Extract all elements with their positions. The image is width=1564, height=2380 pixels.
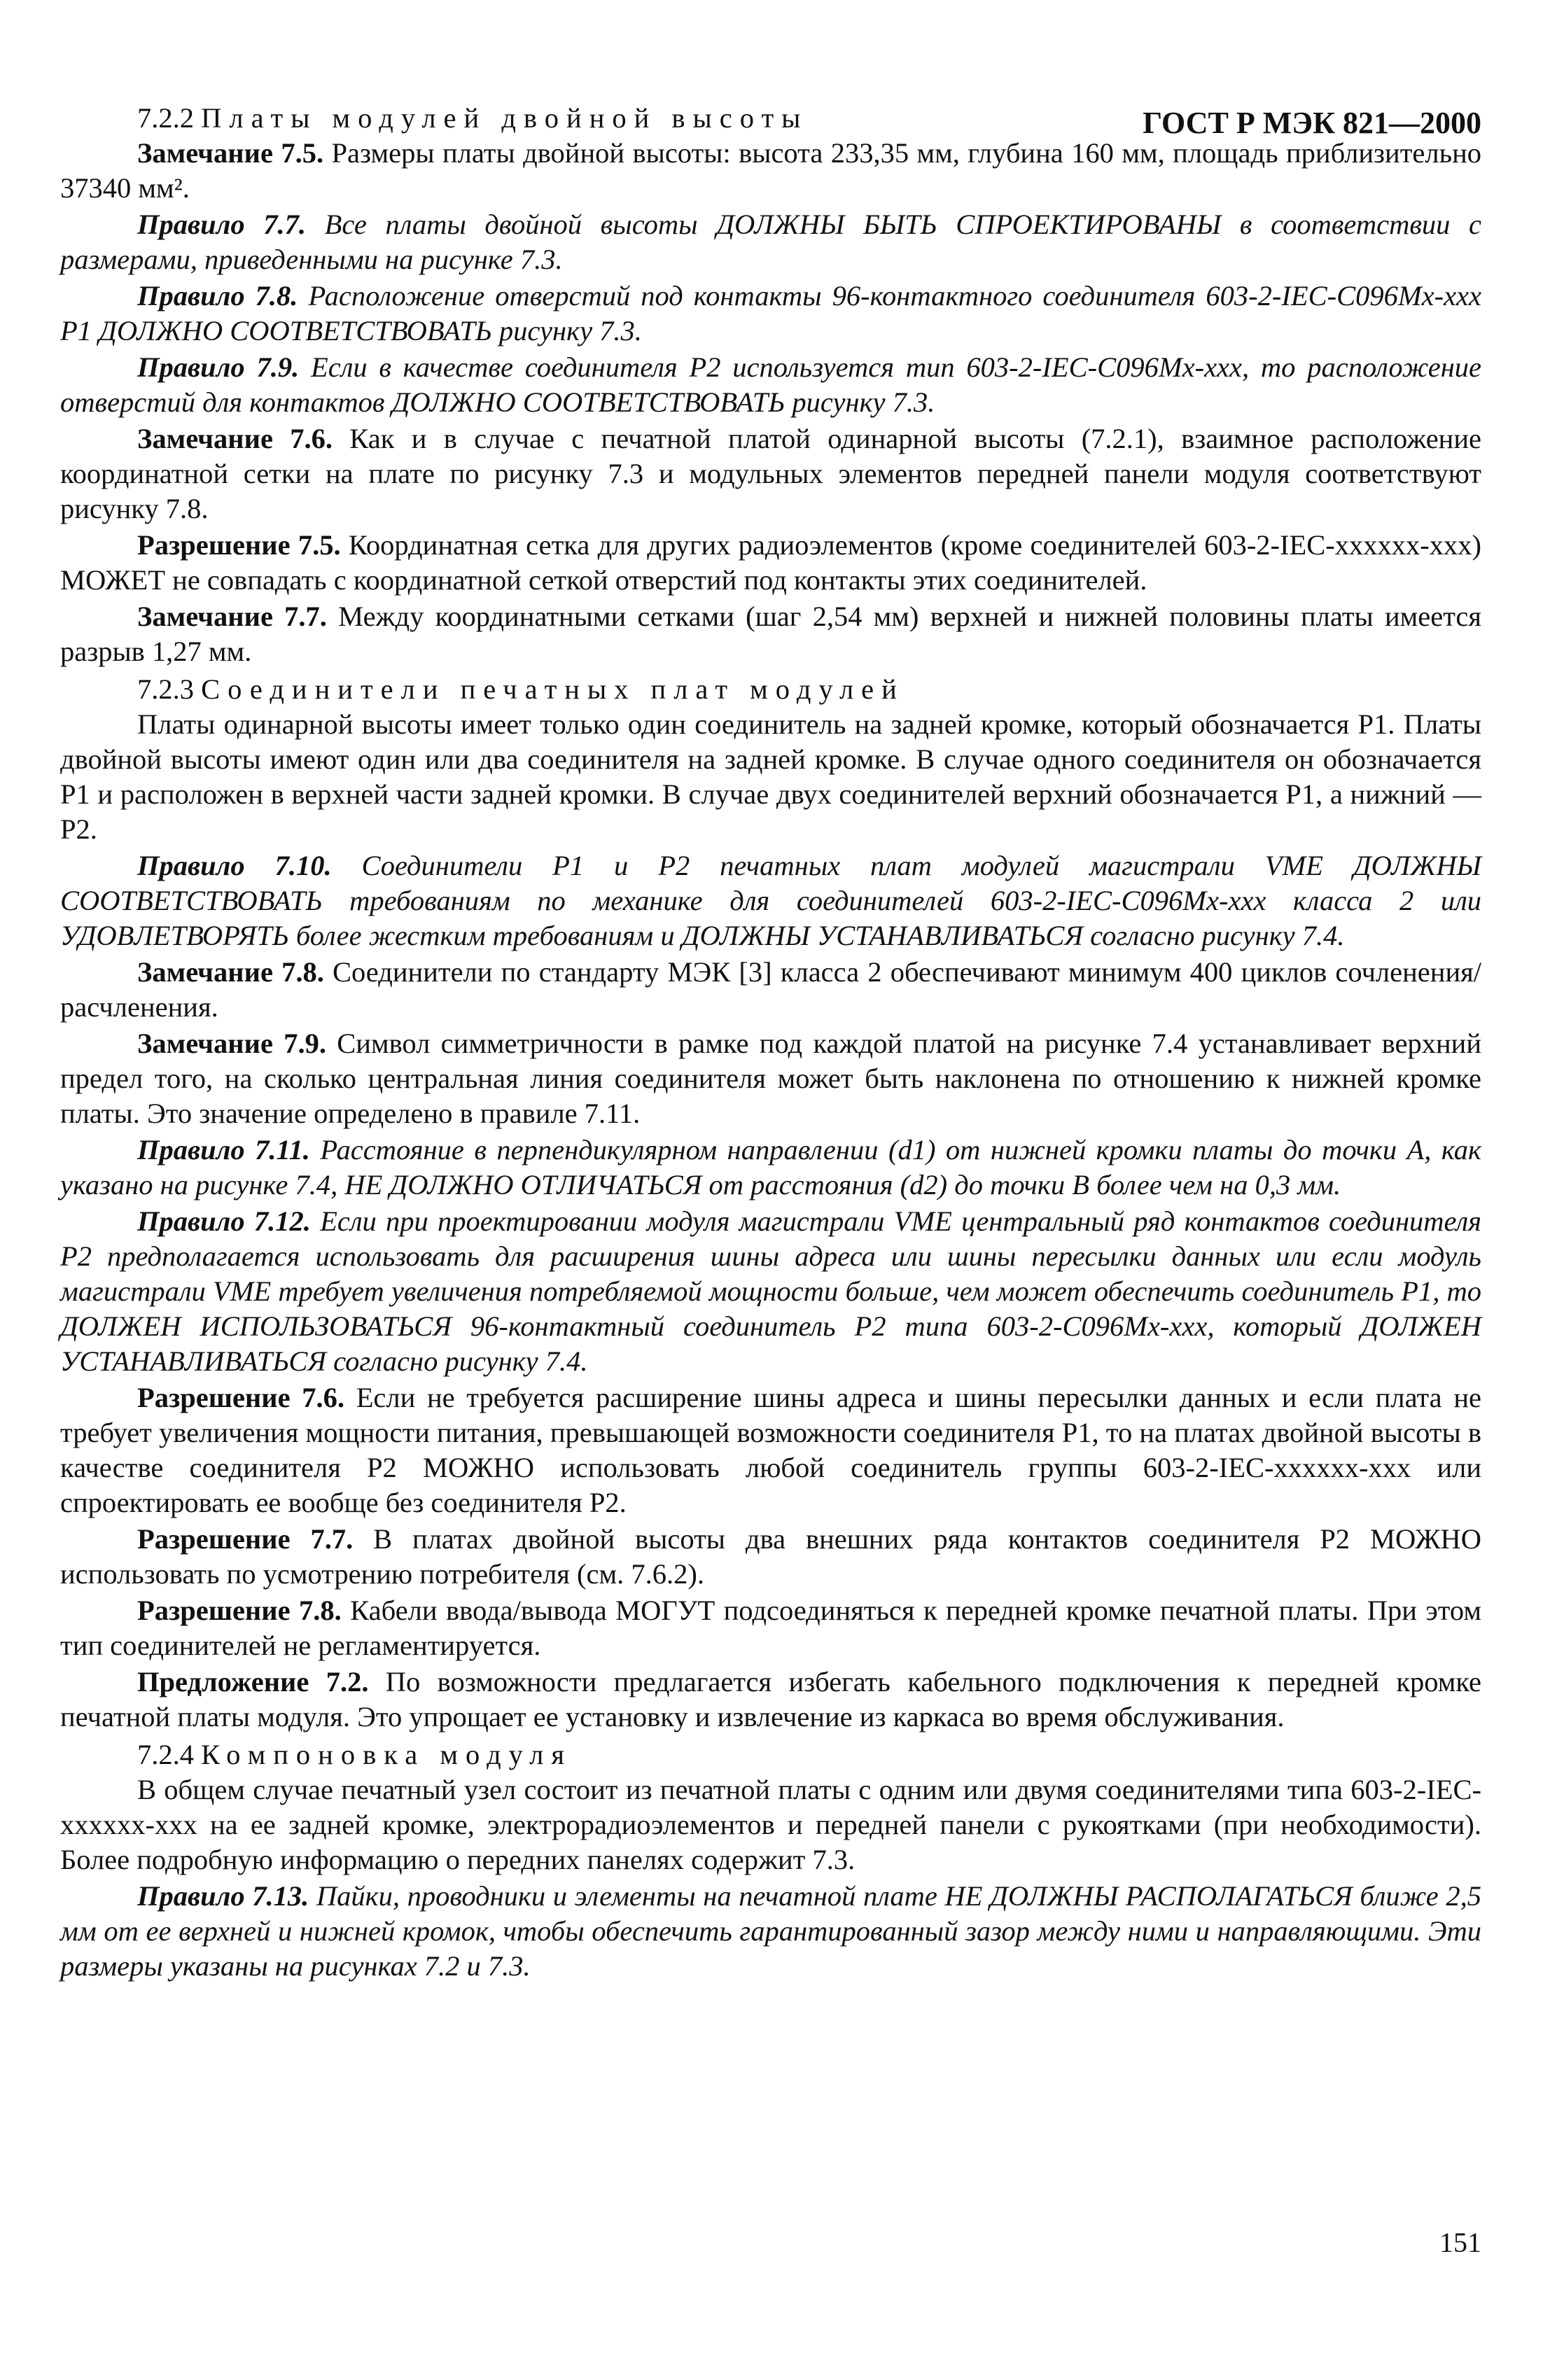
page-number: 151 [1439,2227,1481,2258]
section-heading-7-2-3: 7.2.3 Соединители печатных плат модулей [137,673,905,705]
note-7-6: Замечание 7.6. Как и в случае с печатной платой одинарной высоты (7.2.1), взаимное расположение координатной сетки на плате по рисунку 7.3 и модульных элементов передней панели модуля соответствуют рисунку 7.8. [60,423,1481,524]
note-7-7: Замечание 7.7. Между координатными сетками (шаг 2,54 мм) верхней и нижней половины платы имеется разрыв 1,27 мм. [60,601,1481,667]
rule-7-9: Правило 7.9. Если в качестве соединителя P2 используется тип 603-2-IEC-C096Mx-xxx, то расположение отверстий для контактов ДОЛЖНО СООТВЕТСТВОВАТЬ рисунку 7.3. [60,351,1482,418]
section-heading-7-2-2: 7.2.2 Платы модулей двойной высоты [137,102,809,134]
suggestion-7-2: Предложение 7.2. По возможности предлагается избегать кабельного подключения к передней кромке печатной платы модуля. Это упрощает ее установку и извлечение из каркаса во время обслуживания. [60,1666,1482,1732]
paragraph-connectors: Платы одинарной высоты имеет только один соединитель на задней кромке, который обозначается P1. Платы двойной высоты имеют один или два соединителя на задней кромке. В случае одного соединителя он обозначается P1 и расположен в верхней части задней кромки. В случае двух соединителей верхний обозначается P1, а нижний — P2. [60,708,1481,845]
rule-7-10: Правило 7.10. Соединители P1 и P2 печатных плат модулей магистрали VME ДОЛЖНЫ СООТВЕТСТВОВАТЬ требованиям по механике для соединителей 603-2-IEC-C096Mx-xxx класса 2 или УДОВЛЕТВОРЯТЬ более жестким требованиям и ДОЛЖНЫ УСТАНАВЛИВАТЬСЯ согласно рисунку 7.4. [60,850,1481,951]
permission-7-5: Разрешение 7.5. Координатная сетка для других радиоэлементов (кроме соединителей 603-2-IEC-xxxxxx-xxx) МОЖЕТ не совпадать с координатной сеткой отверстий под контакты этих соединителей. [60,529,1481,596]
page-body [60,98,1481,1985]
rule-7-8: Правило 7.8. Расположение отверстий под контакты 96-контактного соединителя 603-2-IEC-C096Mx-xxx P1 ДОЛЖНО СООТВЕТСТВОВАТЬ рисунку 7.3. [60,280,1482,346]
permission-7-7: Разрешение 7.7. В платах двойной высоты два внешних ряда контактов соединителя P2 МОЖНО использовать по усмотрению потребителя (см. 7.6.2). [60,1523,1481,1590]
note-7-8: Замечание 7.8. Соединители по стандарту МЭК [3] класса 2 обеспечивают минимум 400 циклов сочленения/расчленения. [60,956,1481,1023]
note-7-9: Замечание 7.9. Символ симметричности в рамке под каждой платой на рисунке 7.4 устанавливает верхний предел того, на сколько центральная линия соединителя может быть наклонена по отношению к нижней кромке платы. Это значение определено в правиле 7.11. [60,1028,1481,1129]
rule-7-12: Правило 7.12. Если при проектировании модуля магистрали VME центральный ряд контактов соединителя P2 предполагается использовать для расширения шины адреса или шины пересылки данных или если модуль магистрали VME требует увеличения потребляемой мощности больше, чем может обеспечить соединитель P1, то ДОЛЖЕН ИСПОЛЬЗОВАТЬСЯ 96-контактный соединитель P2 типа 603-2-C096Mx-xxx, который ДОЛЖЕН УСТАНАВЛИВАТЬСЯ согласно рисунку 7.4. [60,1205,1481,1377]
permission-7-8: Разрешение 7.8. Кабели ввода/вывода МОГУТ подсоединяться к передней кромке печатной платы. При этом тип соединителей не регламентируется. [60,1595,1481,1661]
document-header: ГОСТ Р МЭК 821—2000 [1143,106,1481,140]
rule-7-13: Правило 7.13. Пайки, проводники и элементы на печатной плате НЕ ДОЛЖНЫ РАСПОЛАГАТЬСЯ ближе 2,5 мм от ее верхней и нижней кромок, чтобы обеспечить гарантированный зазор между ними и направляющими. Эти размеры указаны на рисунках 7.2 и 7.3. [60,1880,1481,1982]
section-heading-7-2-4: 7.2.4 Компоновка модуля [137,1739,572,1770]
rule-7-11: Правило 7.11. Расстояние в перпендикулярном направлении (d1) от нижней кромки платы до точки A, как указано на рисунке 7.4, НЕ ДОЛЖНО ОТЛИЧАТЬСЯ от расстояния (d2) до точки B более чем на 0,3 мм. [60,1134,1481,1200]
note-7-5: Замечание 7.5. Размеры платы двойной высоты: высота 233,35 мм, глубина 160 мм, площадь приблизительно 37340 мм². [60,137,1482,204]
paragraph-module-layout: В общем случае печатный узел состоит из печатной платы с одним или двумя соединителями типа 603-2-IEC-xxxxxx-xxx на ее задней кромке, электрорадиоэлементов и передней панели с рукоятками (при необходимости). Более подробную информацию о передних панелях содержит 7.3. [60,1774,1481,1875]
permission-7-6: Разрешение 7.6. Если не требуется расширение шины адреса и шины пересылки данных и если плата не требует увеличения мощности питания, превышающей возможности соединителя P1, то на платах двойной высоты в качестве соединителя P2 МОЖНО использовать любой соединитель группы 603-2-IEC-xxxxxx-xxx или спроектировать ее вообще без соединителя P2. [60,1382,1481,1518]
rule-7-7: Правило 7.7. Все платы двойной высоты ДОЛЖНЫ БЫТЬ СПРОЕКТИРОВАНЫ в соответствии с размерами, приведенными на рисунке 7.3. [60,209,1482,275]
